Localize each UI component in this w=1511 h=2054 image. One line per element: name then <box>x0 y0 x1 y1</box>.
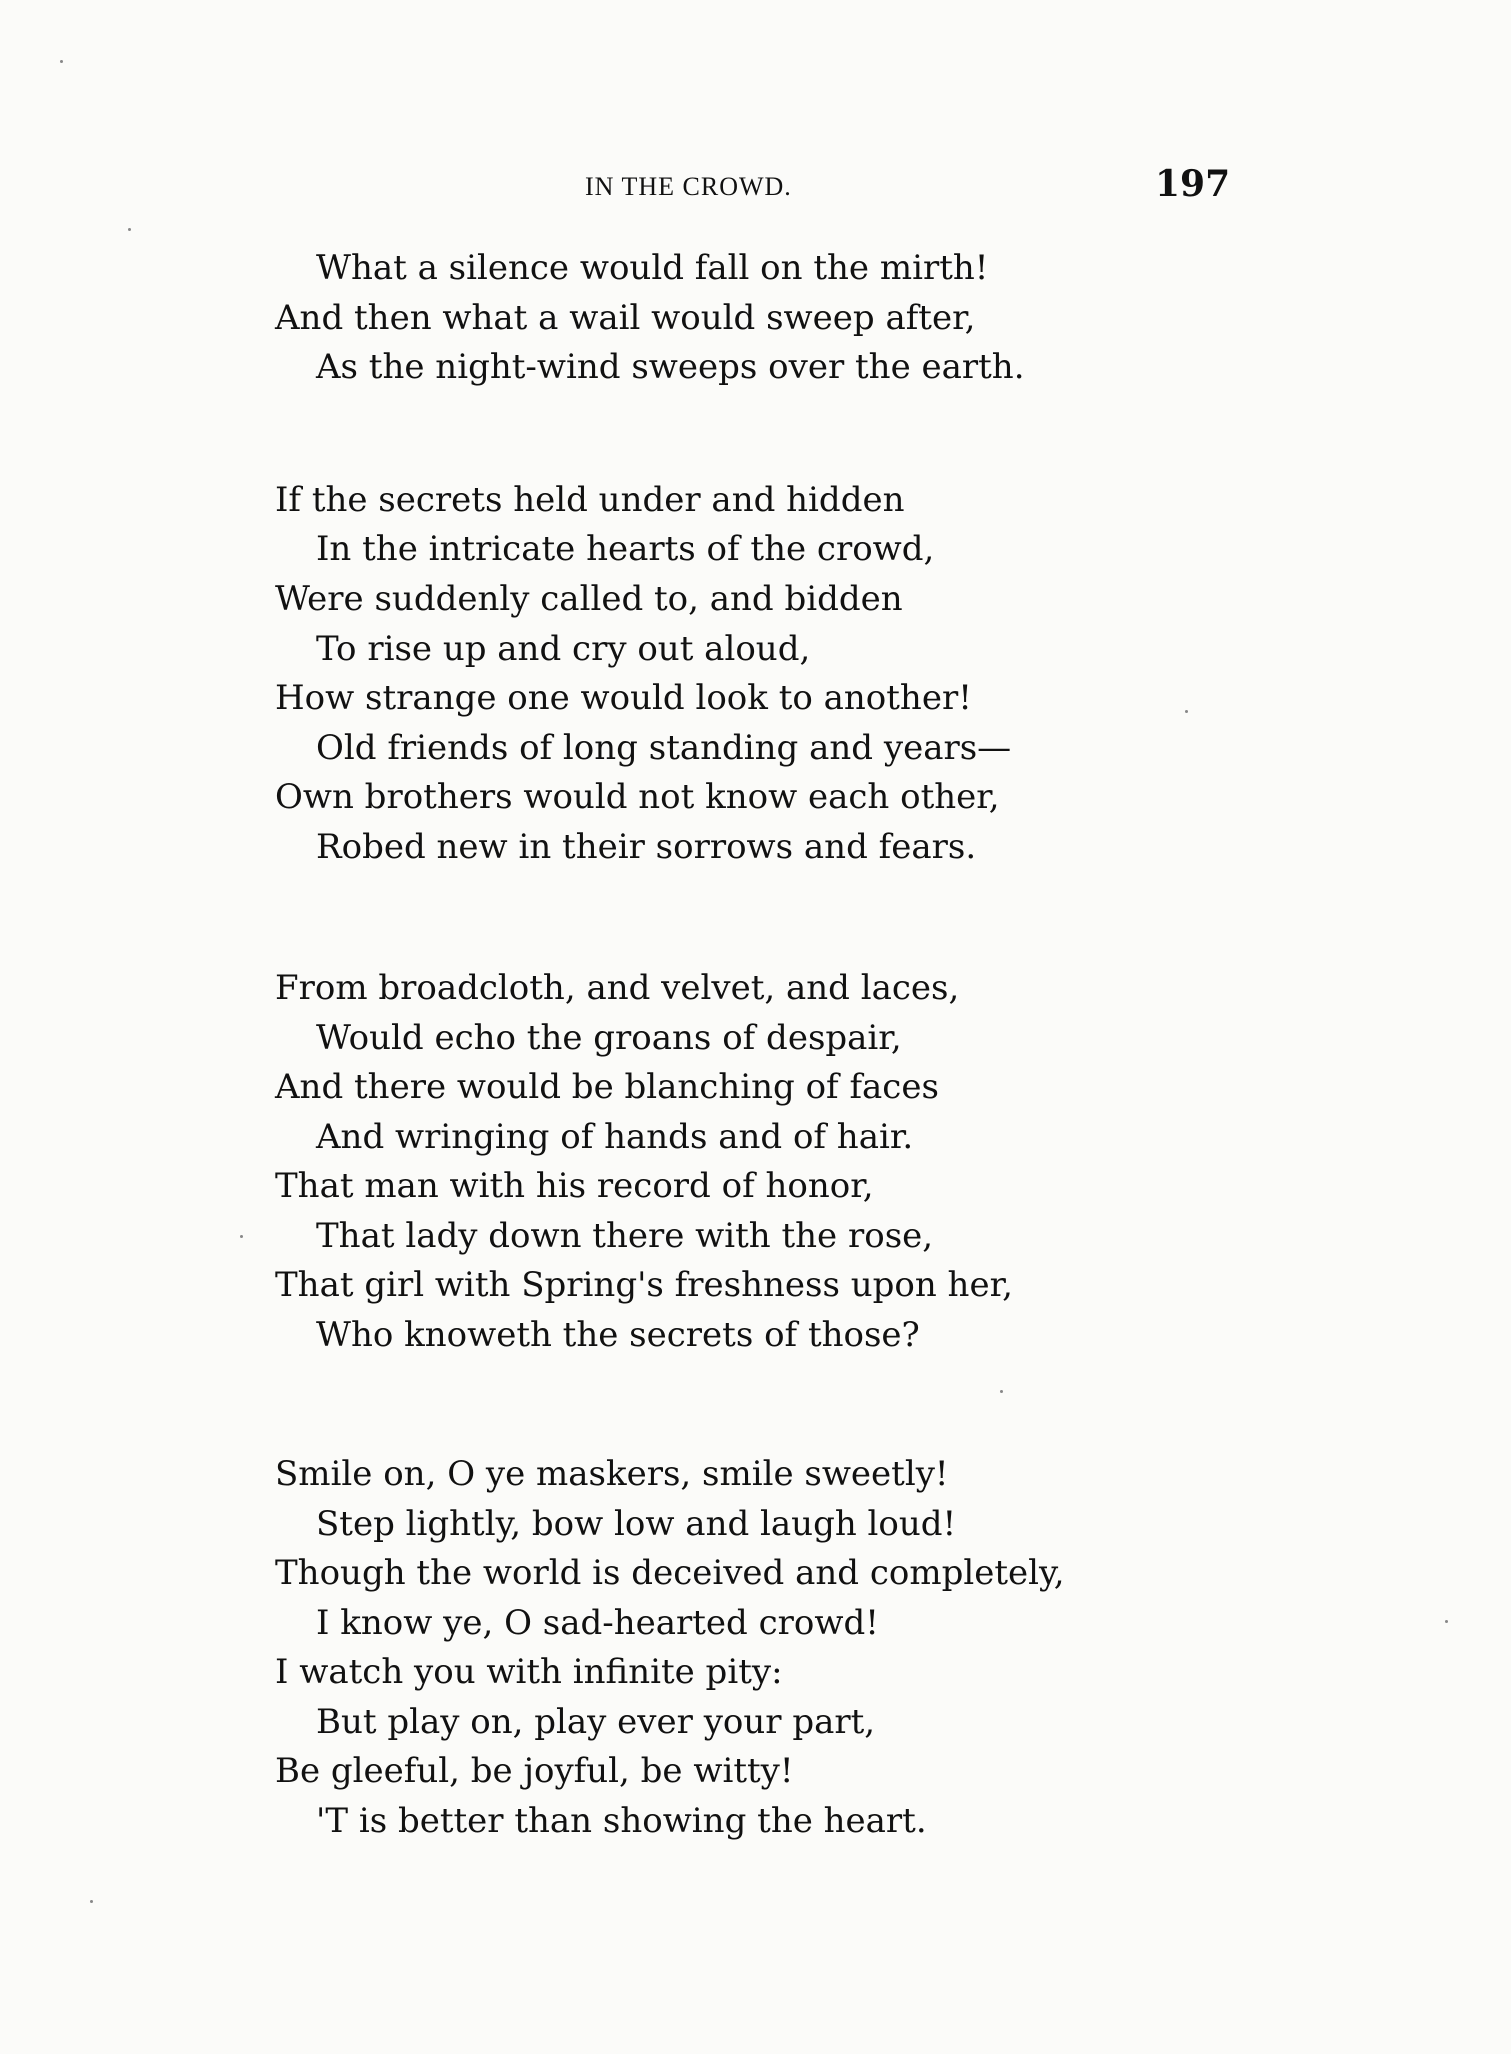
poem-line: I know ye, O sad-hearted crowd! <box>316 1603 879 1643</box>
page-number: 197 <box>1155 163 1231 205</box>
poem-line: If the secrets held under and hidden <box>275 480 905 520</box>
scan-speck <box>1445 1620 1448 1623</box>
poem-line: Be gleeful, be joyful, be witty! <box>275 1751 794 1791</box>
poem-line: As the night-wind sweeps over the earth. <box>316 347 1025 387</box>
poem-line: From broadcloth, and velvet, and laces, <box>275 968 960 1008</box>
scan-speck <box>1000 1390 1003 1393</box>
poem-line: And then what a wail would sweep after, <box>275 298 976 338</box>
running-header-title: IN THE CROWD. <box>585 172 792 201</box>
poem-line: Robed new in their sorrows and fears. <box>316 827 977 867</box>
poem-line: That lady down there with the rose, <box>316 1216 934 1256</box>
poem-line: But play on, play ever your part, <box>316 1702 876 1742</box>
scan-speck <box>240 1235 243 1238</box>
poem-line: And there would be blanching of faces <box>275 1067 939 1107</box>
poem-line: To rise up and cry out aloud, <box>316 629 811 669</box>
poem-line: Were suddenly called to, and bidden <box>275 579 903 619</box>
poem-line: Who knoweth the secrets of those? <box>316 1315 920 1355</box>
poem-line: Step lightly, bow low and laugh loud! <box>316 1504 957 1544</box>
poem-line: 'T is better than showing the heart. <box>316 1801 927 1841</box>
poem-line: In the intricate hearts of the crowd, <box>316 529 935 569</box>
scan-speck <box>1185 710 1188 713</box>
poem-line: How strange one would look to another! <box>275 678 972 718</box>
scan-speck <box>60 60 63 63</box>
poem-line: I watch you with infinite pity: <box>275 1652 783 1692</box>
scan-speck <box>90 1900 93 1903</box>
poem-line: What a silence would fall on the mirth! <box>316 248 989 288</box>
poem-line: Own brothers would not know each other, <box>275 777 1000 817</box>
poem-line: That man with his record of honor, <box>275 1166 874 1206</box>
poem-line: That girl with Spring's freshness upon her, <box>275 1265 1013 1305</box>
poem-line: Smile on, O ye maskers, smile sweetly! <box>275 1454 949 1494</box>
poem-line: Would echo the groans of despair, <box>316 1018 902 1058</box>
poem-line: And wringing of hands and of hair. <box>316 1117 914 1157</box>
scan-speck <box>128 228 131 231</box>
poem-line: Though the world is deceived and completely, <box>275 1553 1065 1593</box>
poem-line: Old friends of long standing and years— <box>316 728 1012 768</box>
